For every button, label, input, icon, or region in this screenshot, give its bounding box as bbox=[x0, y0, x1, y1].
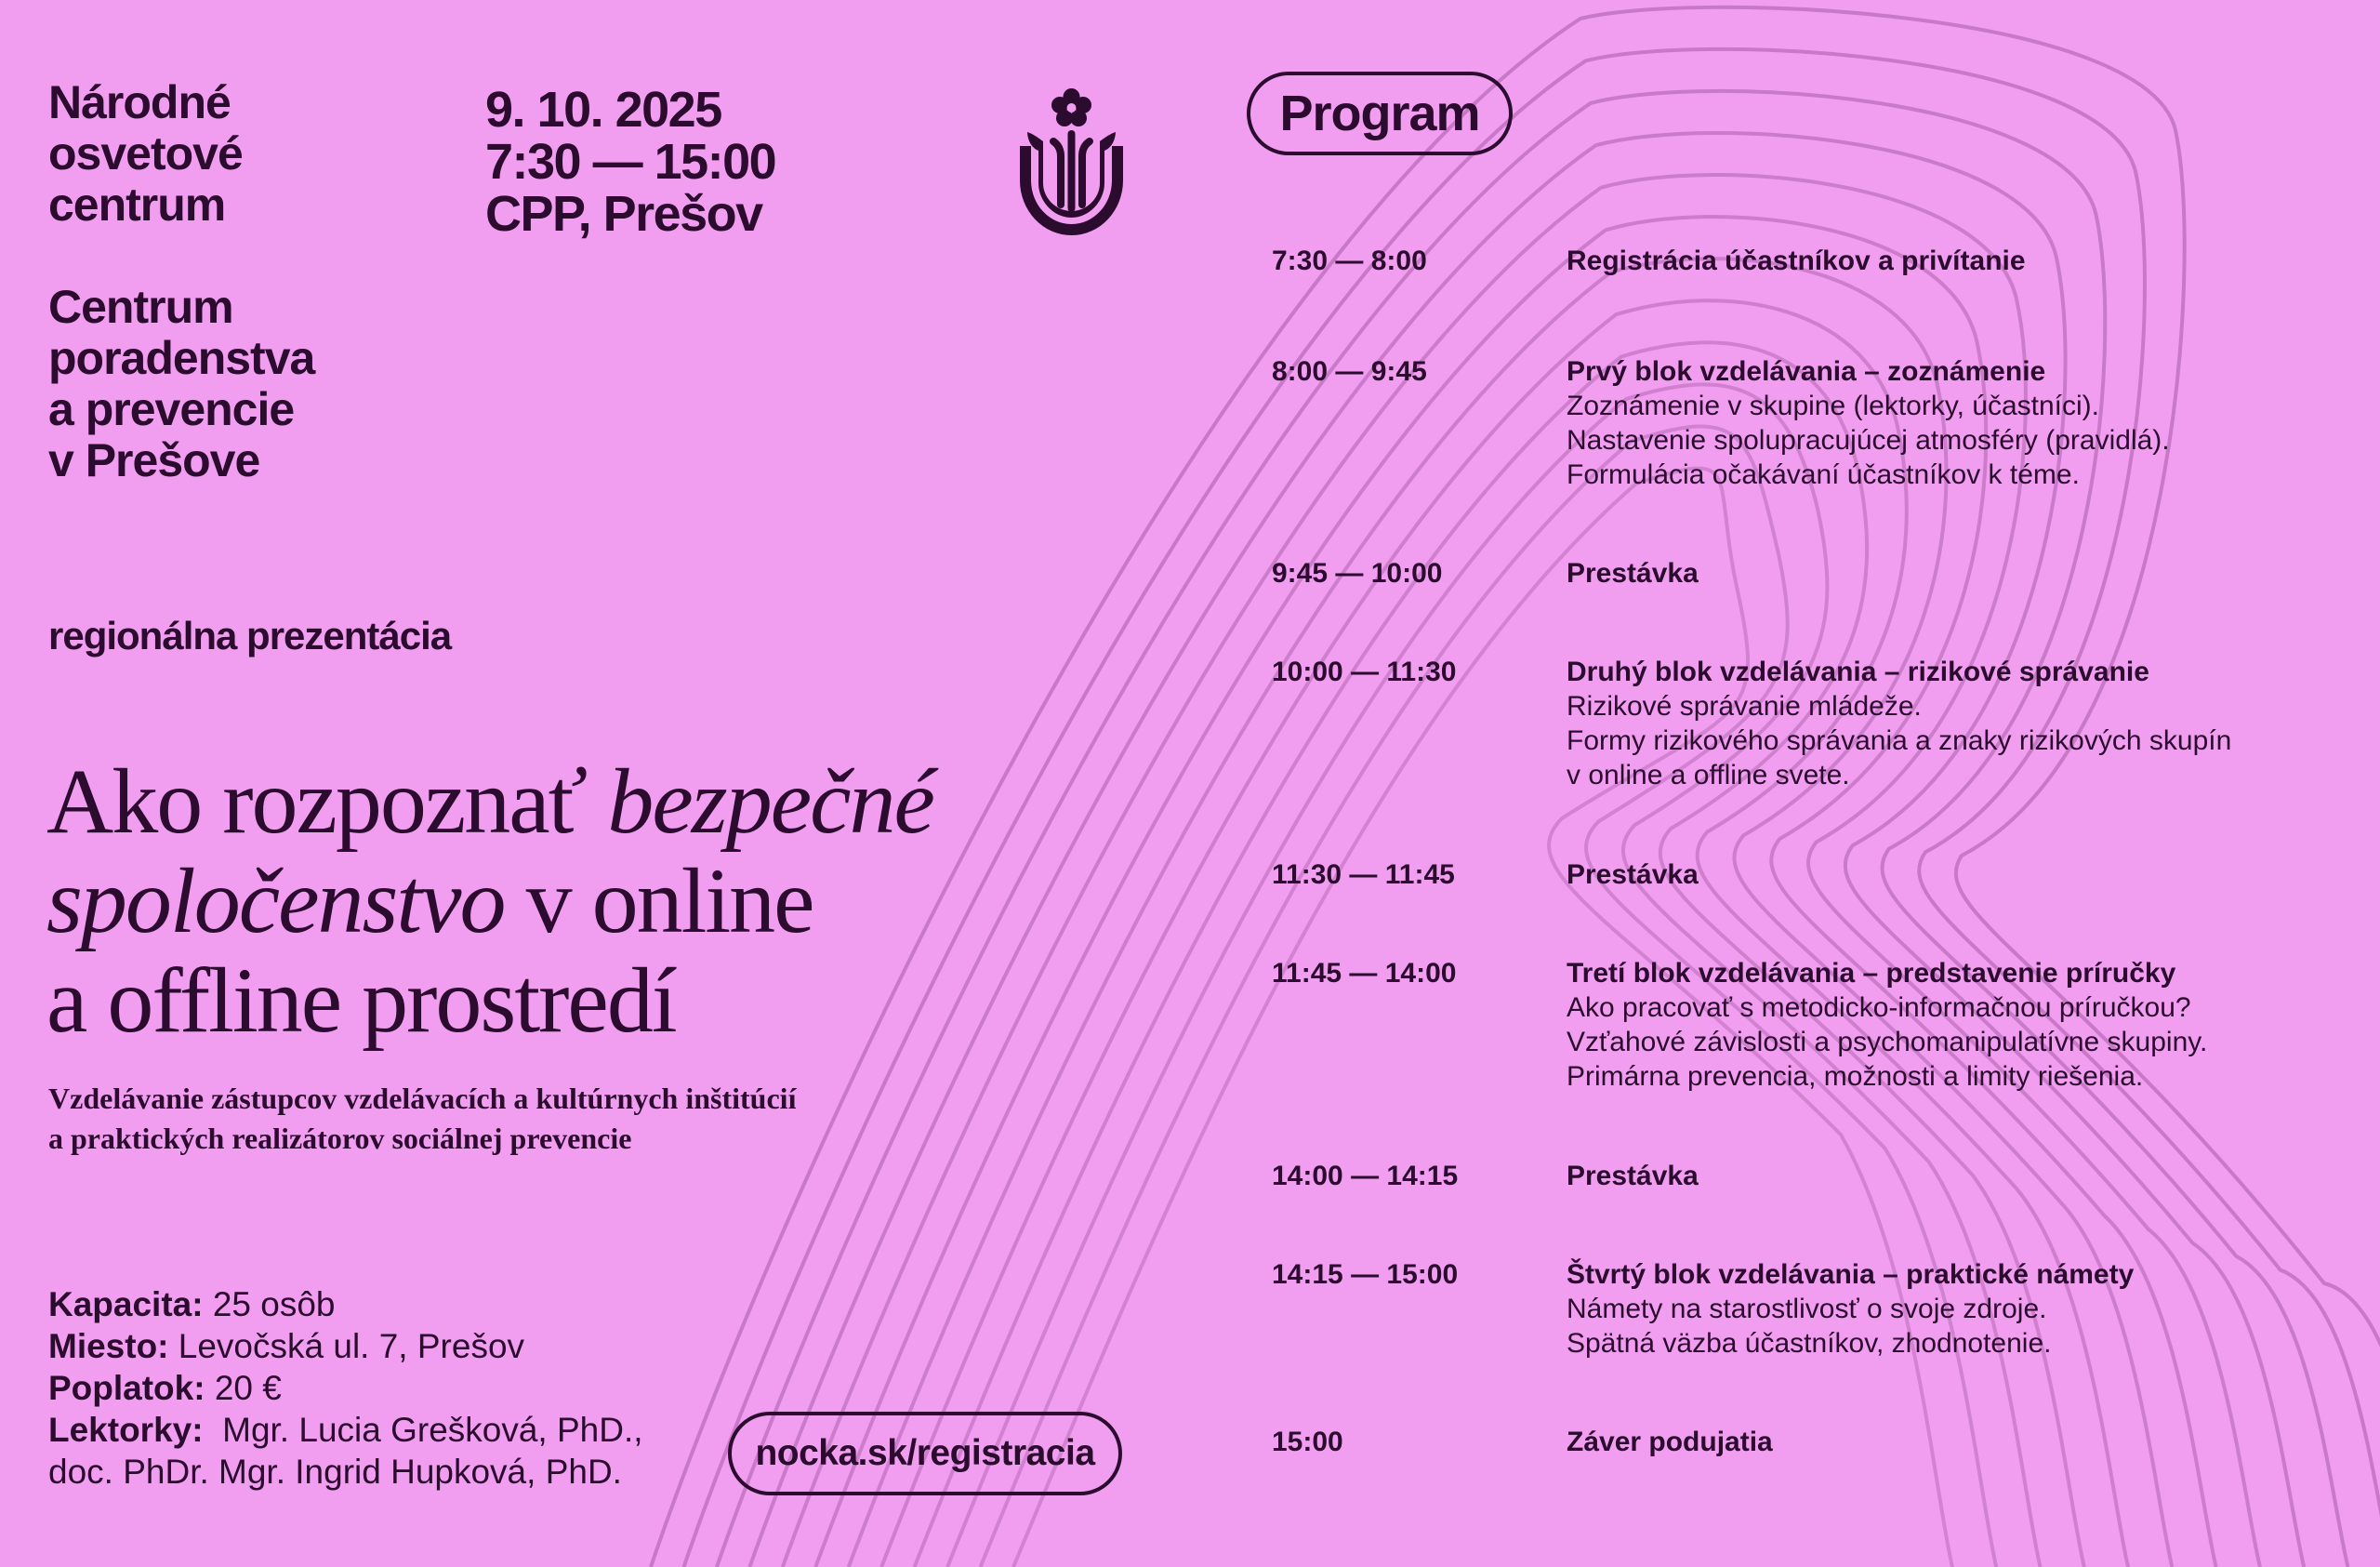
subhead-line: Vzdelávanie zástupcov vzdelávacích a kultúrnych inštitúcií bbox=[48, 1082, 797, 1115]
schedule-time: 11:30 — 11:45 bbox=[1272, 859, 1455, 890]
place-label: Miesto: bbox=[48, 1327, 169, 1365]
organization-name: Národné osvetové centrum bbox=[48, 76, 243, 231]
schedule-item-description: Nastavenie spolupracujúcej atmosféry (pravidlá). bbox=[1567, 425, 2170, 456]
schedule-item bbox=[1567, 244, 2026, 278]
event-date: 9. 10. 2025 bbox=[485, 82, 721, 138]
fee-row bbox=[48, 1367, 643, 1409]
schedule-item-title: Prestávka bbox=[1567, 1161, 1699, 1191]
schedule-item-title: Záver podujatia bbox=[1567, 1427, 1773, 1457]
headline-part: v online bbox=[504, 849, 813, 952]
place-row bbox=[48, 1325, 643, 1367]
schedule-item-description: v online a offline svete. bbox=[1567, 760, 1850, 790]
event-headline bbox=[46, 751, 933, 1050]
schedule-item-description: Vzťahové závislosti a psychomanipulatívne skupiny. bbox=[1567, 1027, 2208, 1057]
schedule-item-title: Druhý blok vzdelávania – rizikové správanie bbox=[1567, 657, 2149, 687]
schedule-item-description: Spätná väzba účastníkov, zhodnotenie. bbox=[1567, 1328, 2052, 1359]
schedule-item-description: Námety na starostlivosť o svoje zdroje. bbox=[1567, 1294, 2047, 1324]
event-details bbox=[48, 1283, 643, 1493]
headline-part: a offline prostredí bbox=[46, 949, 676, 1052]
schedule-item-title: Tretí blok vzdelávania – predstavenie príručky bbox=[1567, 958, 2176, 989]
schedule-time: 8:00 — 9:45 bbox=[1272, 356, 1427, 387]
event-type-label: regionálna prezentácia bbox=[48, 614, 452, 657]
schedule-item-title: Registrácia účastníkov a privítanie bbox=[1567, 246, 2026, 276]
program-heading-pill: Program bbox=[1247, 72, 1513, 155]
schedule-time: 11:45 — 14:00 bbox=[1272, 958, 1457, 989]
lecturers-label: Lektorky: bbox=[48, 1411, 204, 1449]
registration-link[interactable]: nocka.sk/registracia bbox=[728, 1412, 1122, 1495]
event-place: CPP, Prešov bbox=[485, 186, 762, 242]
schedule-item-description: Ako pracovať s metodicko-informačnou príručkou? bbox=[1567, 992, 2191, 1023]
schedule-item-description: Formy rizikového správania a znaky rizikových skupín bbox=[1567, 725, 2232, 756]
schedule-item bbox=[1567, 1159, 1699, 1193]
event-subheading bbox=[48, 1079, 796, 1159]
capacity-row bbox=[48, 1283, 643, 1325]
organization-unit: Centrum poradenstva a prevencie v Prešove bbox=[48, 281, 315, 486]
schedule-item bbox=[1567, 354, 2170, 492]
fee-label: Poplatok: bbox=[48, 1369, 205, 1407]
schedule-item-description: Primárna prevencia, možnosti a limity riešenia. bbox=[1567, 1061, 2144, 1092]
schedule-item-description: Zoznámenie v skupine (lektorky, účastníci). bbox=[1567, 391, 2100, 421]
headline-italic-part: spoločenstvo bbox=[46, 849, 505, 952]
schedule-item-description: Formulácia očakávaní účastníkov k téme. bbox=[1567, 459, 2080, 490]
schedule-time: 10:00 — 11:30 bbox=[1272, 657, 1457, 687]
schedule-item-title: Prestávka bbox=[1567, 558, 1699, 589]
headline-italic-part: bezpečné bbox=[607, 750, 933, 853]
capacity-value: 25 osôb bbox=[203, 1285, 336, 1323]
schedule-item bbox=[1567, 1425, 1773, 1459]
flower-crest-logo bbox=[1018, 76, 1125, 236]
schedule-item bbox=[1567, 556, 1699, 591]
fee-value: 20 € bbox=[205, 1369, 282, 1407]
schedule-item bbox=[1567, 655, 2231, 792]
schedule-item-title: Prvý blok vzdelávania – zoznámenie bbox=[1567, 356, 2046, 387]
schedule-item bbox=[1567, 1257, 2134, 1361]
event-info bbox=[485, 84, 775, 240]
lecturers-value: Mgr. Lucia Grešková, PhD., bbox=[203, 1411, 643, 1449]
schedule-time: 14:00 — 14:15 bbox=[1272, 1161, 1459, 1191]
schedule-time: 14:15 — 15:00 bbox=[1272, 1259, 1459, 1290]
schedule-time: 7:30 — 8:00 bbox=[1272, 246, 1427, 276]
schedule-item-title: Štvrtý blok vzdelávania – praktické námety bbox=[1567, 1259, 2135, 1290]
subhead-line: a praktických realizátorov sociálnej prevencie bbox=[48, 1122, 632, 1155]
lecturers-row bbox=[48, 1409, 643, 1451]
schedule-item-description: Rizikové správanie mládeže. bbox=[1567, 691, 1922, 722]
event-time: 7:30 — 15:00 bbox=[485, 134, 776, 190]
schedule-item bbox=[1567, 857, 1699, 892]
schedule-time: 15:00 bbox=[1272, 1427, 1343, 1457]
capacity-label: Kapacita: bbox=[48, 1285, 204, 1323]
schedule-item-title: Prestávka bbox=[1567, 859, 1699, 890]
schedule-item bbox=[1567, 956, 2207, 1094]
place-value: Levočská ul. 7, Prešov bbox=[168, 1327, 525, 1365]
schedule-time: 9:45 — 10:00 bbox=[1272, 558, 1443, 589]
lecturers-row-continued: doc. PhDr. Mgr. Ingrid Hupková, PhD. bbox=[48, 1453, 622, 1491]
contour-line bbox=[915, 342, 2084, 1567]
headline-part: Ako rozpoznať bbox=[46, 750, 608, 853]
